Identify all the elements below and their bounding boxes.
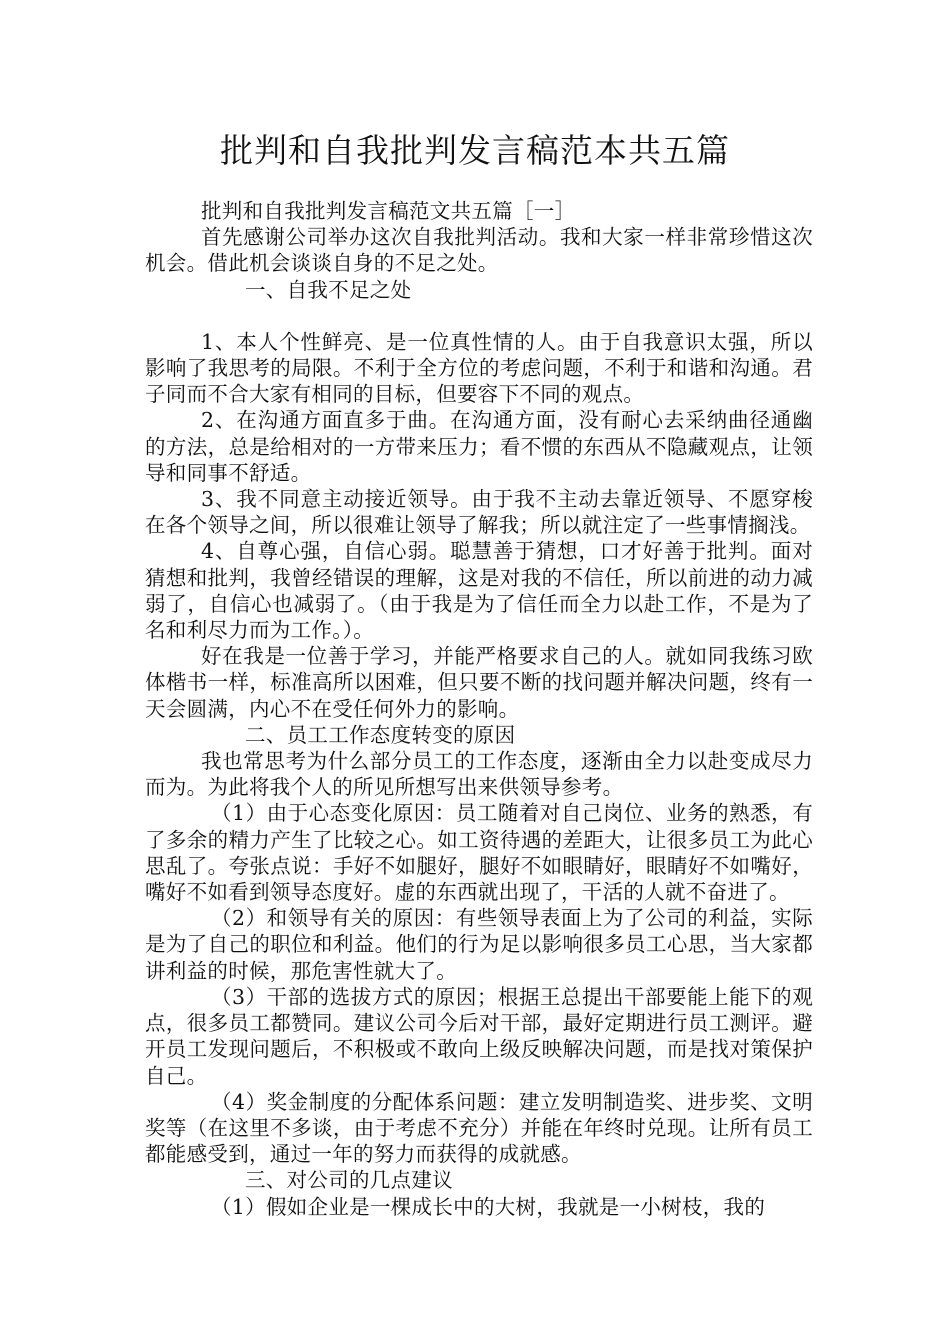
paragraph-reason-1: （1）由于心态变化原因：员工随着对自己岗位、业务的熟悉，有了多余的精力产生了比较之心。如工资待遇的差距大，让很多员工为此心思乱了。夸张点说：手好不如腿好，腿好不如眼睛好，眼睛好不如嘴好，嘴好不如看到领导态度好。虚的东西就出现了，干活的人就不奋进了。 bbox=[145, 801, 813, 905]
section-heading-3: 三、对公司的几点建议 bbox=[245, 1168, 453, 1193]
paragraph-item-2: 2、在沟通方面直多于曲。在沟通方面，没有耐心去采纳曲径通幽的方法，总是给相对的一方带来压力；看不惯的东西从不隐藏观点，让领导和同事不舒适。 bbox=[145, 408, 813, 485]
section-heading-1: 一、自我不足之处 bbox=[245, 277, 412, 302]
paragraph-item-3: 3、我不同意主动接近领导。由于我不主动去靠近领导、不愿穿梭在各个领导之间，所以很难让领导了解我；所以就注定了一些事情搁浅。 bbox=[145, 487, 813, 538]
paragraph-suggestion-1: （1）假如企业是一棵成长中的大树，我就是一小树枝，我的 bbox=[211, 1194, 766, 1219]
paragraph-reason-2: （2）和领导有关的原因：有些领导表面上为了公司的利益，实际是为了自己的职位和利益。他们的行为足以影响很多员工心思，当大家都讲利益的时候，那危害性就大了。 bbox=[145, 906, 813, 983]
section-subtitle: 批判和自我批判发言稿范文共五篇［一］ bbox=[201, 199, 576, 223]
paragraph-reason-3: （3）干部的选拔方式的原因；根据王总提出干部要能上能下的观点，很多员工都赞同。建议公司今后对干部，最好定期进行员工测评。避开员工发现问题后，不积极或不敢向上级反映解决问题，而是找对策保护自己。 bbox=[145, 984, 813, 1088]
paragraph-closing: 好在我是一位善于学习，并能严格要求自己的人。就如同我练习欧体楷书一样，标准高所以困难，但只要不断的找问题并解决问题，终有一天会圆满，内心不在受任何外力的影响。 bbox=[145, 644, 813, 721]
paragraph-item-1: 1、本人个性鲜亮、是一位真性情的人。由于自我意识太强，所以影响了我思考的局限。不利于全方位的考虑问题，不利于和谐和沟通。君子同而不合大家有相同的目标，但要容下不同的观点。 bbox=[145, 329, 813, 407]
section-heading-2: 二、员工工作态度转变的原因 bbox=[245, 722, 516, 747]
document-body bbox=[145, 198, 813, 1220]
paragraph-intro: 首先感谢公司举办这次自我批判活动。我和大家一样非常珍惜这次机会。借此机会谈谈自身的不足之处。 bbox=[145, 225, 813, 276]
paragraph-section2-intro: 我也常思考为什么部分员工的工作态度，逐渐由全力以赴变成尽力而为。为此将我个人的所见所想写出来供领导参考。 bbox=[145, 749, 813, 800]
document-title: 批判和自我批判发言稿范本共五篇 bbox=[220, 131, 730, 170]
paragraph-reason-4: （4）奖金制度的分配体系问题：建立发明制造奖、进步奖、文明奖等（在这里不多谈，由于考虑不充分）并能在年终时兑现。让所有员工都能感受到，通过一年的努力而获得的成就感。 bbox=[145, 1089, 813, 1167]
paragraph-item-4: 4、自尊心强，自信心弱。聪慧善于猜想，口才好善于批判。面对猜想和批判，我曾经错误的理解，这是对我的不信任，所以前进的动力减弱了，自信心也减弱了。（由于我是为了信任而全力以赴工作，不是为了名和利尽力而为工作。）。 bbox=[145, 539, 813, 643]
blank-line bbox=[145, 303, 813, 329]
